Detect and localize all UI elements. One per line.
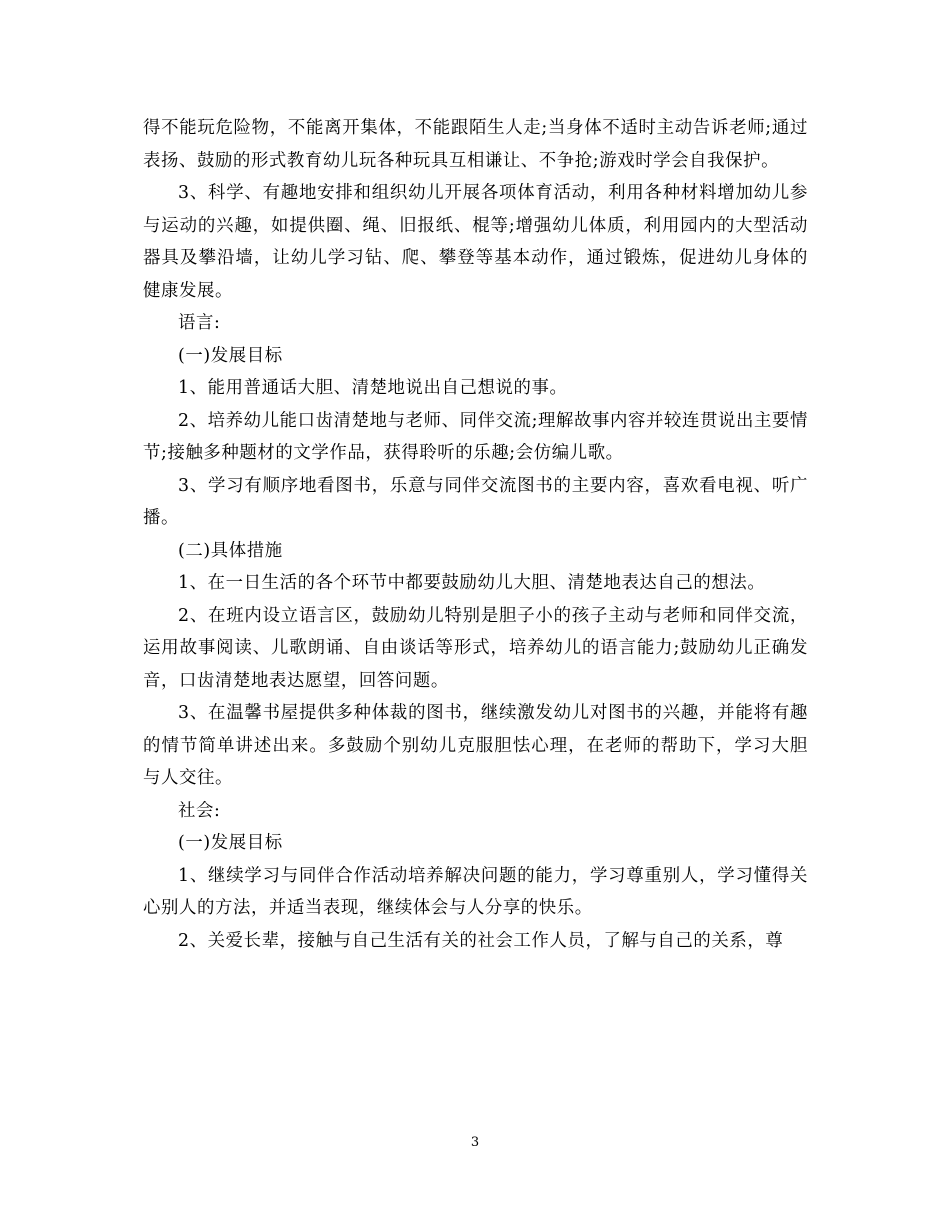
- paragraph-14: 1、继续学习与同伴合作活动培养解决问题的能力，学习尊重别人，学习懂得关心别人的方法，并适当表现，继续体会与人分享的快乐。: [143, 865, 808, 918]
- subheading-specific-measures: (二)具体措施: [178, 540, 283, 561]
- paragraph-15: 2、关爱长辈，接触与自己生活有关的社会工作人员，了解与自己的关系，尊: [178, 930, 784, 951]
- paragraph-1: 得不能玩危险物，不能离开集体，不能跟陌生人走;当身体不适时主动告诉老师;通过表扬、鼓励的形式教育幼儿玩各种玩具互相谦让、不争抢;游戏时学会自我保护。: [143, 118, 808, 171]
- subheading-development-goals-2: (一)发展目标: [178, 833, 283, 853]
- paragraph-2: 3、科学、有趣地安排和组织幼儿开展各项体育活动，利用各种材料增加幼儿参与运动的兴趣，如提供圈、绳、旧报纸、棍等;增强幼儿体质，利用园内的大型活动器具及攀沿墙，让幼儿学习钻、爬、攀登等基本动作，通过锻炼，促进幼儿身体的健康发展。: [143, 183, 808, 301]
- subheading-development-goals: (一)发展目标: [178, 345, 283, 366]
- section-heading-society: 社会:: [178, 800, 221, 821]
- paragraph-10: 2、在班内设立语言区，鼓励幼儿特别是胆子小的孩子主动与老师和同伴交流，运用故事阅读、儿歌朗诵、自由谈话等形式，培养幼儿的语言能力;鼓励幼儿正确发音，口齿清楚地表达愿望，回答问题。: [143, 605, 808, 691]
- paragraph-6: 2、培养幼儿能口齿清楚地与老师、同伴交流;理解故事内容并较连贯说出主要情节;接触多种题材的文学作品，获得聆听的乐趣;会仿编儿歌。: [143, 410, 808, 463]
- paragraph-11: 3、在温馨书屋提供多种体裁的图书，继续激发幼儿对图书的兴趣，并能将有趣的情节简单讲述出来。多鼓励个别幼儿克服胆怯心理，在老师的帮助下，学习大胆与人交往。: [143, 703, 808, 788]
- paragraph-5: 1、能用普通话大胆、清楚地说出自己想说的事。: [178, 378, 568, 398]
- section-heading-language: 语言:: [178, 313, 221, 333]
- page-number: 3: [470, 1135, 480, 1150]
- document-body: [143, 112, 808, 957]
- paragraph-9: 1、在一日生活的各个环节中都要鼓励幼儿大胆、清楚地表达自己的想法。: [178, 573, 766, 593]
- paragraph-7: 3、学习有顺序地看图书，乐意与同伴交流图书的主要内容，喜欢看电视、听广播。: [143, 475, 808, 528]
